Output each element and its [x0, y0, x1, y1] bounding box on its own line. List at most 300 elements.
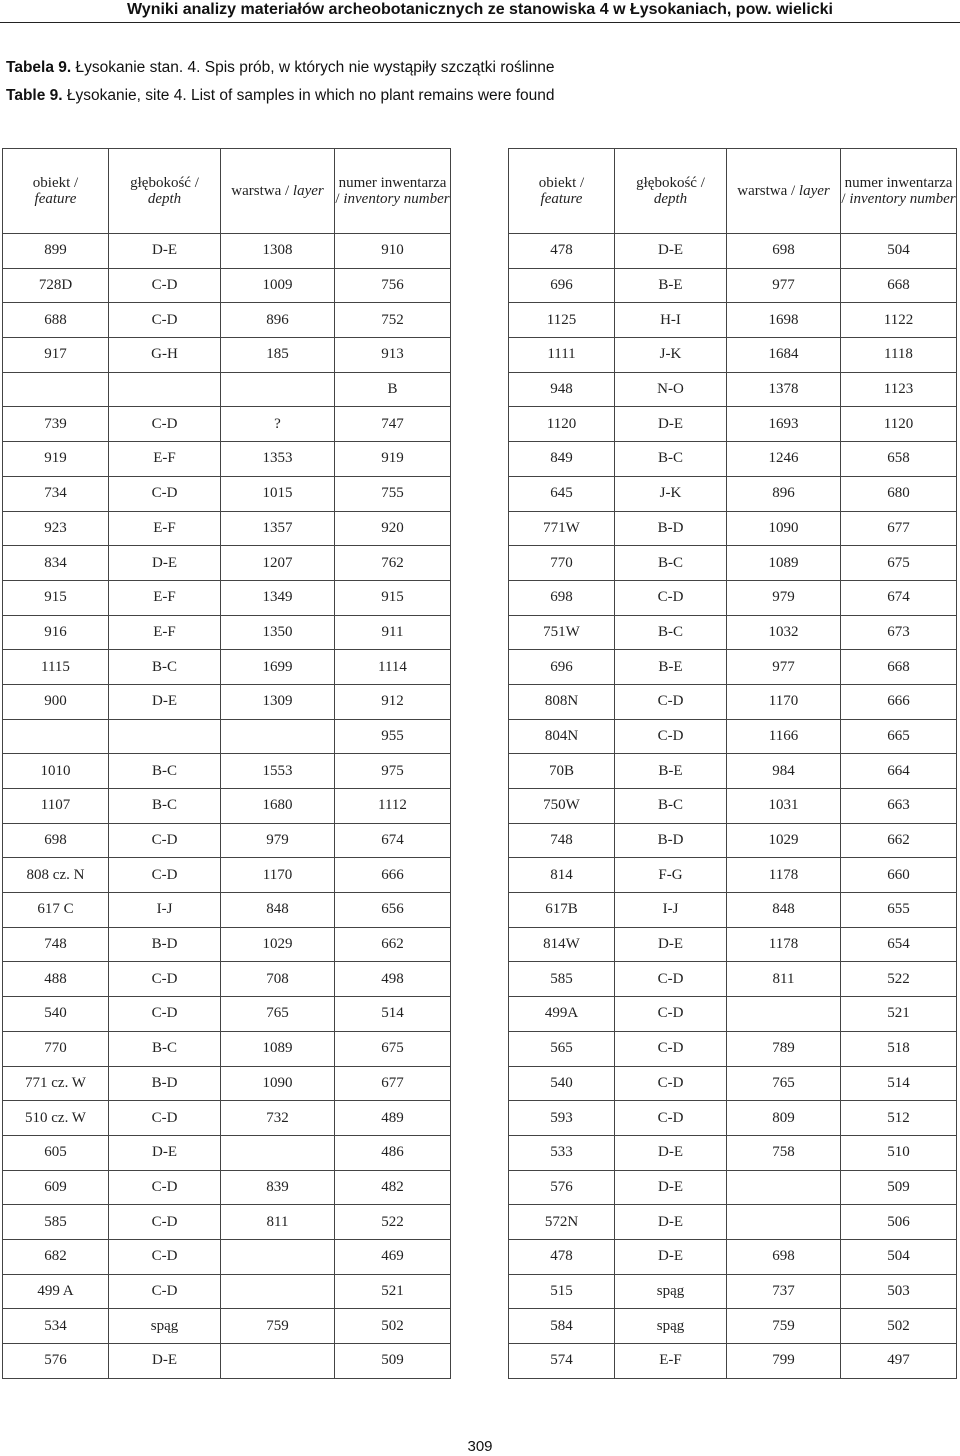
table-caption-polish: [6, 58, 554, 78]
table-row: [3, 372, 451, 407]
cell-depth: B-C: [615, 546, 727, 581]
cell-inventory-number: 512: [841, 1101, 957, 1136]
table-row: [3, 719, 451, 754]
cell-inventory-number: 975: [335, 754, 451, 789]
cell-depth: D-E: [109, 684, 221, 719]
cell-inventory-number: 675: [335, 1031, 451, 1066]
cell-layer: 1553: [221, 754, 335, 789]
table-row: [509, 442, 957, 477]
cell-feature: 734: [3, 476, 109, 511]
cell-layer: ?: [221, 407, 335, 442]
cell-depth: E-F: [615, 1344, 727, 1379]
cell-feature: 533: [509, 1135, 615, 1170]
table-row: [3, 997, 451, 1032]
table-row: [3, 511, 451, 546]
cell-inventory-number: 504: [841, 234, 957, 269]
cell-feature: 834: [3, 546, 109, 581]
cell-layer: 789: [727, 1031, 841, 1066]
cell-layer: 1699: [221, 650, 335, 685]
cell-depth: B-D: [109, 1066, 221, 1101]
cell-depth: B-C: [109, 1031, 221, 1066]
cell-inventory-number: 955: [335, 719, 451, 754]
table-row: [3, 1205, 451, 1240]
cell-inventory-number: 673: [841, 615, 957, 650]
cell-inventory-number: 913: [335, 338, 451, 373]
table-row: [509, 789, 957, 824]
cell-feature: 565: [509, 1031, 615, 1066]
table-row: [509, 1309, 957, 1344]
cell-inventory-number: 654: [841, 927, 957, 962]
cell-feature: 1010: [3, 754, 109, 789]
cell-depth: D-E: [615, 927, 727, 962]
cell-layer: 185: [221, 338, 335, 373]
caption-text: Łysokanie stan. 4. Spis prób, w których nie wystąpiły szczątki roślinne: [71, 59, 555, 76]
table-row: [509, 650, 957, 685]
table-row: [3, 615, 451, 650]
cell-feature: 609: [3, 1170, 109, 1205]
table-row: [509, 511, 957, 546]
cell-layer: 984: [727, 754, 841, 789]
cell-depth: C-D: [615, 1066, 727, 1101]
table-row: [509, 1101, 957, 1136]
cell-depth: [109, 372, 221, 407]
cell-inventory-number: 486: [335, 1135, 451, 1170]
cell-feature: 584: [509, 1309, 615, 1344]
table-caption-english: [6, 86, 555, 106]
table-row: [3, 754, 451, 789]
table-row: [3, 962, 451, 997]
cell-layer: 1029: [727, 823, 841, 858]
header-depth: głębokość / depth: [615, 149, 727, 234]
table-row: [3, 1101, 451, 1136]
cell-depth: D-E: [109, 546, 221, 581]
table-row: [509, 1239, 957, 1274]
cell-inventory-number: 1114: [335, 650, 451, 685]
table-row: [509, 1170, 957, 1205]
cell-inventory-number: 677: [335, 1066, 451, 1101]
cell-depth: C-D: [109, 303, 221, 338]
cell-layer: 1698: [727, 303, 841, 338]
cell-depth: C-D: [109, 1205, 221, 1240]
cell-layer: 1029: [221, 927, 335, 962]
cell-feature: 576: [3, 1344, 109, 1379]
cell-inventory-number: 662: [841, 823, 957, 858]
cell-feature: 748: [3, 927, 109, 962]
table-row: [509, 303, 957, 338]
cell-feature: 899: [3, 234, 109, 269]
table-row: [3, 476, 451, 511]
cell-layer: 1680: [221, 789, 335, 824]
caption-label: Tabela 9.: [6, 59, 72, 76]
cell-depth: C-D: [109, 268, 221, 303]
cell-inventory-number: 755: [335, 476, 451, 511]
cell-depth: I-J: [109, 893, 221, 928]
table-row: [3, 1344, 451, 1379]
cell-inventory-number: B: [335, 372, 451, 407]
cell-layer: [727, 1170, 841, 1205]
cell-depth: B-E: [615, 650, 727, 685]
table-row: [509, 1066, 957, 1101]
cell-layer: 977: [727, 268, 841, 303]
cell-feature: 488: [3, 962, 109, 997]
cell-layer: 979: [221, 823, 335, 858]
table-row: [3, 858, 451, 893]
cell-inventory-number: 920: [335, 511, 451, 546]
cell-depth: I-J: [615, 893, 727, 928]
cell-layer: [221, 372, 335, 407]
cell-depth: N-O: [615, 372, 727, 407]
table-row: [3, 1274, 451, 1309]
cell-feature: 748: [509, 823, 615, 858]
table-row: [3, 1031, 451, 1066]
cell-depth: B-C: [615, 442, 727, 477]
cell-feature: 728D: [3, 268, 109, 303]
cell-layer: 759: [221, 1309, 335, 1344]
cell-inventory-number: 662: [335, 927, 451, 962]
cell-layer: [221, 1239, 335, 1274]
cell-depth: D-E: [615, 1135, 727, 1170]
table-row: [509, 546, 957, 581]
cell-depth: C-D: [109, 1170, 221, 1205]
cell-layer: [221, 1344, 335, 1379]
cell-feature: 698: [3, 823, 109, 858]
cell-depth: C-D: [109, 1239, 221, 1274]
cell-feature: 688: [3, 303, 109, 338]
cell-feature: 900: [3, 684, 109, 719]
cell-depth: C-D: [109, 1274, 221, 1309]
cell-inventory-number: 514: [335, 997, 451, 1032]
cell-feature: 585: [509, 962, 615, 997]
cell-feature: 923: [3, 511, 109, 546]
cell-layer: 1090: [727, 511, 841, 546]
cell-inventory-number: 498: [335, 962, 451, 997]
cell-feature: 808 cz. N: [3, 858, 109, 893]
cell-depth: C-D: [615, 1101, 727, 1136]
cell-layer: 896: [727, 476, 841, 511]
cell-feature: 645: [509, 476, 615, 511]
cell-layer: [221, 1135, 335, 1170]
table-row: [3, 1170, 451, 1205]
table-row: [3, 823, 451, 858]
cell-depth: C-D: [615, 580, 727, 615]
cell-layer: 765: [727, 1066, 841, 1101]
cell-inventory-number: 497: [841, 1344, 957, 1379]
cell-feature: 593: [509, 1101, 615, 1136]
cell-feature: 771 cz. W: [3, 1066, 109, 1101]
cell-inventory-number: 666: [335, 858, 451, 893]
cell-feature: 1115: [3, 650, 109, 685]
table-row: [509, 268, 957, 303]
cell-feature: 770: [509, 546, 615, 581]
table-row: [3, 303, 451, 338]
cell-depth: B-E: [615, 268, 727, 303]
cell-inventory-number: 915: [335, 580, 451, 615]
table-row: [3, 580, 451, 615]
cell-layer: 848: [727, 893, 841, 928]
cell-depth: D-E: [615, 1170, 727, 1205]
cell-depth: E-F: [109, 511, 221, 546]
cell-feature: 682: [3, 1239, 109, 1274]
cell-inventory-number: 510: [841, 1135, 957, 1170]
cell-inventory-number: 668: [841, 268, 957, 303]
header-row: [3, 149, 451, 234]
cell-inventory-number: 658: [841, 442, 957, 477]
cell-feature: 1120: [509, 407, 615, 442]
cell-inventory-number: 655: [841, 893, 957, 928]
cell-feature: 849: [509, 442, 615, 477]
cell-inventory-number: 482: [335, 1170, 451, 1205]
cell-feature: 771W: [509, 511, 615, 546]
cell-depth: H-I: [615, 303, 727, 338]
cell-feature: 572N: [509, 1205, 615, 1240]
cell-inventory-number: 1123: [841, 372, 957, 407]
cell-depth: D-E: [615, 407, 727, 442]
cell-depth: C-D: [615, 1031, 727, 1066]
cell-depth: J-K: [615, 338, 727, 373]
cell-inventory-number: 919: [335, 442, 451, 477]
cell-inventory-number: 752: [335, 303, 451, 338]
cell-layer: 698: [727, 234, 841, 269]
cell-feature: 917: [3, 338, 109, 373]
cell-inventory-number: 506: [841, 1205, 957, 1240]
table-row: [509, 407, 957, 442]
cell-feature: 814: [509, 858, 615, 893]
cell-depth: C-D: [615, 684, 727, 719]
cell-layer: 732: [221, 1101, 335, 1136]
table-row: [3, 1239, 451, 1274]
table-row: [509, 858, 957, 893]
cell-feature: 585: [3, 1205, 109, 1240]
cell-feature: 751W: [509, 615, 615, 650]
cell-inventory-number: 675: [841, 546, 957, 581]
running-head: Wyniki analizy materiałów archeobotanicznych ze stanowiska 4 w Łysokaniach, pow. wielicki: [0, 0, 960, 23]
cell-depth: E-F: [109, 442, 221, 477]
cell-inventory-number: 911: [335, 615, 451, 650]
cell-layer: 1357: [221, 511, 335, 546]
table-row: [509, 372, 957, 407]
cell-depth: spąg: [109, 1309, 221, 1344]
cell-layer: 1170: [221, 858, 335, 893]
cell-inventory-number: 680: [841, 476, 957, 511]
cell-layer: 1378: [727, 372, 841, 407]
cell-layer: 737: [727, 1274, 841, 1309]
cell-depth: G-H: [109, 338, 221, 373]
cell-inventory-number: 674: [841, 580, 957, 615]
cell-inventory-number: 660: [841, 858, 957, 893]
cell-feature: 804N: [509, 719, 615, 754]
cell-feature: 919: [3, 442, 109, 477]
cell-feature: 698: [509, 580, 615, 615]
cell-feature: 808N: [509, 684, 615, 719]
header-feature: obiekt / feature: [509, 149, 615, 234]
table-row: [3, 1135, 451, 1170]
cell-depth: B-D: [109, 927, 221, 962]
cell-layer: 708: [221, 962, 335, 997]
cell-depth: B-D: [615, 511, 727, 546]
cell-depth: C-D: [109, 823, 221, 858]
cell-inventory-number: 522: [335, 1205, 451, 1240]
cell-depth: spąg: [615, 1274, 727, 1309]
cell-feature: 478: [509, 234, 615, 269]
table-row: [509, 927, 957, 962]
cell-depth: B-C: [109, 650, 221, 685]
table-row: [3, 546, 451, 581]
cell-layer: 799: [727, 1344, 841, 1379]
cell-inventory-number: 668: [841, 650, 957, 685]
table-row: [3, 268, 451, 303]
cell-layer: 1089: [727, 546, 841, 581]
cell-layer: 698: [727, 1239, 841, 1274]
cell-depth: C-D: [109, 962, 221, 997]
cell-layer: 1031: [727, 789, 841, 824]
table-row: [3, 927, 451, 962]
cell-inventory-number: 1122: [841, 303, 957, 338]
cell-depth: C-D: [109, 476, 221, 511]
cell-inventory-number: 663: [841, 789, 957, 824]
cell-inventory-number: 1112: [335, 789, 451, 824]
cell-feature: 70B: [509, 754, 615, 789]
cell-depth: B-E: [615, 754, 727, 789]
cell-depth: B-D: [615, 823, 727, 858]
cell-layer: 765: [221, 997, 335, 1032]
cell-inventory-number: 762: [335, 546, 451, 581]
header-row: [509, 149, 957, 234]
table-row: [509, 580, 957, 615]
cell-feature: 617 C: [3, 893, 109, 928]
cell-inventory-number: 1118: [841, 338, 957, 373]
cell-layer: 1178: [727, 858, 841, 893]
cell-layer: 1207: [221, 546, 335, 581]
cell-layer: 848: [221, 893, 335, 928]
cell-inventory-number: 912: [335, 684, 451, 719]
cell-feature: 770: [3, 1031, 109, 1066]
cell-feature: 916: [3, 615, 109, 650]
table-row: [509, 754, 957, 789]
cell-depth: B-C: [109, 789, 221, 824]
cell-depth: F-G: [615, 858, 727, 893]
cell-feature: [3, 719, 109, 754]
cell-layer: 1308: [221, 234, 335, 269]
cell-inventory-number: 521: [841, 997, 957, 1032]
header-depth: głębokość / depth: [109, 149, 221, 234]
cell-depth: C-D: [109, 1101, 221, 1136]
header-layer: warstwa / layer: [221, 149, 335, 234]
cell-depth: J-K: [615, 476, 727, 511]
cell-inventory-number: 504: [841, 1239, 957, 1274]
cell-layer: 1246: [727, 442, 841, 477]
cell-layer: 1166: [727, 719, 841, 754]
cell-inventory-number: 665: [841, 719, 957, 754]
cell-feature: 540: [3, 997, 109, 1032]
cell-feature: 478: [509, 1239, 615, 1274]
cell-depth: [109, 719, 221, 754]
table-row: [509, 1274, 957, 1309]
cell-depth: D-E: [109, 234, 221, 269]
cell-depth: D-E: [615, 1205, 727, 1240]
cell-inventory-number: 502: [841, 1309, 957, 1344]
table-row: [509, 338, 957, 373]
cell-feature: 534: [3, 1309, 109, 1344]
cell-feature: 499 A: [3, 1274, 109, 1309]
cell-feature: 696: [509, 268, 615, 303]
page-number: 309: [467, 1438, 493, 1455]
cell-inventory-number: 1120: [841, 407, 957, 442]
cell-feature: 948: [509, 372, 615, 407]
table-row: [509, 1135, 957, 1170]
table-row: [3, 234, 451, 269]
table-row: [509, 962, 957, 997]
cell-depth: C-D: [109, 858, 221, 893]
cell-inventory-number: 747: [335, 407, 451, 442]
table-row: [509, 823, 957, 858]
cell-depth: B-C: [615, 615, 727, 650]
cell-depth: C-D: [109, 997, 221, 1032]
cell-feature: 499A: [509, 997, 615, 1032]
cell-inventory-number: 664: [841, 754, 957, 789]
cell-layer: 1170: [727, 684, 841, 719]
cell-inventory-number: 910: [335, 234, 451, 269]
cell-layer: 1693: [727, 407, 841, 442]
table-row: [3, 338, 451, 373]
cell-feature: 617B: [509, 893, 615, 928]
caption-text: Łysokanie, site 4. List of samples in which no plant remains were found: [62, 87, 555, 104]
cell-inventory-number: 656: [335, 893, 451, 928]
cell-inventory-number: 521: [335, 1274, 451, 1309]
samples-table-right: [508, 148, 957, 1379]
cell-depth: B-C: [109, 754, 221, 789]
cell-depth: spąg: [615, 1309, 727, 1344]
table-row: [3, 684, 451, 719]
cell-layer: 1032: [727, 615, 841, 650]
cell-layer: [727, 1205, 841, 1240]
table-row: [3, 1309, 451, 1344]
table-body-right: [509, 234, 957, 1379]
cell-inventory-number: 509: [335, 1344, 451, 1379]
cell-depth: D-E: [615, 1239, 727, 1274]
cell-inventory-number: 469: [335, 1239, 451, 1274]
cell-feature: 574: [509, 1344, 615, 1379]
cell-layer: 1684: [727, 338, 841, 373]
caption-label: Table 9.: [6, 87, 63, 104]
cell-depth: D-E: [109, 1344, 221, 1379]
cell-depth: D-E: [109, 1135, 221, 1170]
cell-layer: 1353: [221, 442, 335, 477]
cell-depth: D-E: [615, 234, 727, 269]
cell-inventory-number: 674: [335, 823, 451, 858]
cell-feature: 915: [3, 580, 109, 615]
cell-layer: 758: [727, 1135, 841, 1170]
header-feature: obiekt / feature: [3, 149, 109, 234]
cell-layer: 979: [727, 580, 841, 615]
cell-layer: 839: [221, 1170, 335, 1205]
cell-layer: 977: [727, 650, 841, 685]
cell-feature: 576: [509, 1170, 615, 1205]
cell-feature: 515: [509, 1274, 615, 1309]
cell-layer: 1350: [221, 615, 335, 650]
cell-inventory-number: 518: [841, 1031, 957, 1066]
table-row: [3, 1066, 451, 1101]
cell-depth: E-F: [109, 615, 221, 650]
cell-layer: 1089: [221, 1031, 335, 1066]
cell-layer: 759: [727, 1309, 841, 1344]
cell-feature: [3, 372, 109, 407]
table-row: [509, 684, 957, 719]
table-row: [3, 407, 451, 442]
cell-feature: 1111: [509, 338, 615, 373]
cell-depth: C-D: [615, 997, 727, 1032]
cell-feature: 739: [3, 407, 109, 442]
table-row: [509, 1344, 957, 1379]
